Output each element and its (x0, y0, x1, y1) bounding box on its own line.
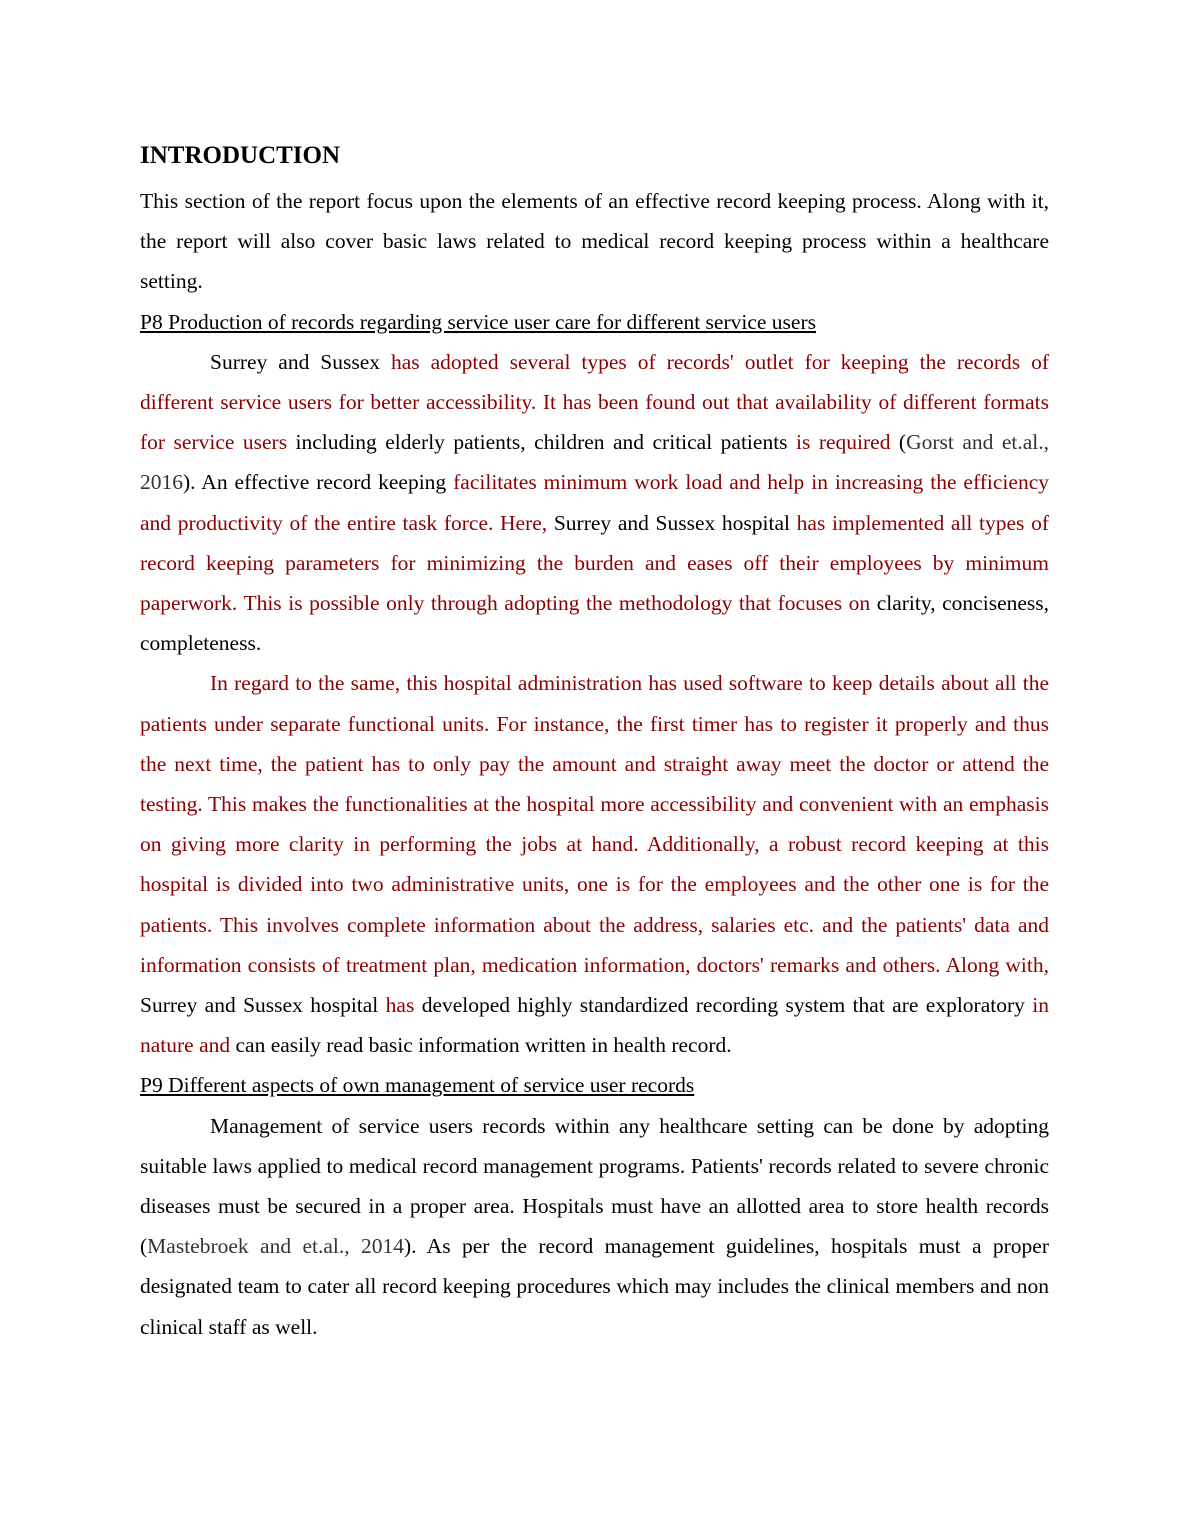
highlighted-text: has implemented all types of record keeping parameters for minimizing the burden and eases off their employees by minimum paperwork. This is possible only through adopting the methodology that focuses on (140, 510, 1049, 616)
highlighted-text: has adopted several types of records' outlet for keeping the records of different service users for better accessibility. It has been found out that availability of different formats for service users (140, 349, 1049, 455)
citation: Gorst and et.al., 2016 (140, 430, 1050, 495)
highlighted-text: is required (796, 430, 891, 455)
text-run: Surrey and Sussex hospital (140, 993, 386, 1018)
p8-heading: P8 Production of records regarding service user care for different service users (140, 309, 816, 334)
p8-paragraph-2 (140, 663, 1049, 1065)
highlighted-text: in nature and (140, 993, 1049, 1058)
text-run: Surrey and Sussex (210, 349, 391, 374)
citation: Mastebroek and et.al., 2014 (147, 1234, 404, 1259)
p9-paragraph-1 (140, 1106, 1049, 1347)
text-run: clarity, conciseness, completeness. (140, 591, 1050, 656)
highlighted-text: facilitates minimum work load and help in increasing the efficiency and productivity of the entire task force. Here, (140, 470, 1049, 535)
introduction-paragraph: This section of the report focus upon the elements of an effective record keeping process. Along with it, the report will also cover basic laws related to medical record keeping process within a healthcare setting. (140, 189, 1049, 294)
text-run: ). An effective record keeping (183, 470, 454, 495)
text-run: Management of service users records within any healthcare setting can be done by adopting suitable laws applied to medical record management programs. Patients' records related to severe chronic diseases must be secured in a proper area. Hospitals must have an allotted area to store health records ( (140, 1113, 1049, 1259)
p8-paragraph-1 (140, 342, 1049, 664)
text-run: Surrey and Sussex hospital (547, 510, 797, 535)
document-page (140, 138, 1049, 1347)
introduction-heading: INTRODUCTION (140, 142, 341, 169)
highlighted-text: In regard to the same, this hospital administration has used software to keep details about all the patients under separate functional units. For instance, the first timer has to register it properly and thus the next time, the patient has to only pay the amount and straight away meet the doctor or attend the testing. This makes the functionalities at the hospital more accessibility and convenient with an emphasis on giving more clarity in performing the jobs at hand. Additionally, a robust record keeping at this hospital is divided into two administrative units, one is for the employees and the other one is for the patients. This involves complete information about the address, salaries etc. and the patients' data and information consists of treatment plan, medication information, doctors' remarks and others. Along with, (140, 671, 1049, 977)
text-run: can easily read basic information written in health record. (230, 1033, 732, 1058)
p9-heading: P9 Different aspects of own management of service user records (140, 1073, 695, 1098)
text-run: developed highly standardized recording system that are exploratory (414, 993, 1033, 1018)
text-run: ). As per the record management guidelines, hospitals must a proper designated team to cater all record keeping procedures which may includes the clinical members and non clinical staff as well. (140, 1234, 1049, 1339)
highlighted-text: has (385, 993, 415, 1018)
text-run: ( (890, 430, 907, 455)
text-run: including elderly patients, children and critical patients (287, 430, 797, 455)
